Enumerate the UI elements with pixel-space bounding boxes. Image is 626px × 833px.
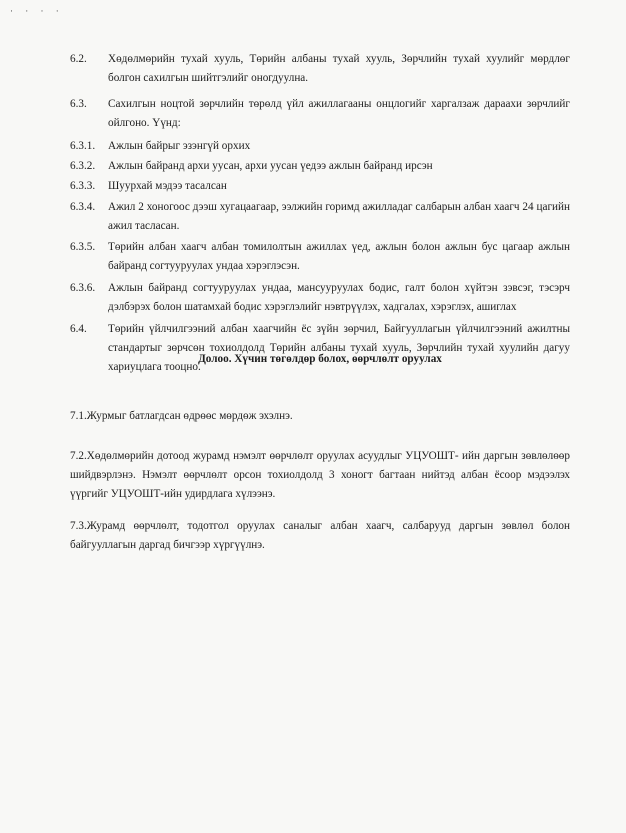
- item-text: Төрийн үйлчилгээний албан хаагчийн ёс зүйн зөрчил, Байгууллагын үйлчилгээний ажилтны стандартыг зөрчсөн тохиолдолд Төрийн албаны тухай хууль, Зөрчлийн тухай хуулийн дагуу хариуцлага тооцно.: [108, 323, 570, 373]
- item-number: 6.3.6.: [70, 282, 96, 294]
- item-number: 6.3.3.: [70, 180, 96, 192]
- item-number: 6.3.5.: [70, 241, 96, 253]
- paragraph-7-3: 7.3.Журамд өөрчлөлт, тодотгол оруулах саналыг албан хаагч, салбарууд даргын зөвлөл болон байгууллагын даргад бичгээр хүргүүлнэ.: [70, 520, 570, 551]
- paragraph-7-1: 7.1.Журмыг батлагдсан өдрөөс мөрдөж эхэлнэ.: [70, 410, 293, 422]
- item-text: Ажлын байранд архи уусан, архи уусан үедээ ажлын байранд ирсэн: [108, 160, 433, 172]
- item-number: 6.3.4.: [70, 201, 96, 213]
- scan-specks: · · · ·: [10, 6, 64, 16]
- item-text: Хөдөлмөрийн тухай хууль, Төрийн албаны тухай хууль, Зөрчлийн тухай хуулийг мөрдлөг болгон сахилгын шийтгэлийг оногдуулна.: [108, 53, 570, 84]
- section-seven-title: Долоо. Хүчин төгөлдөр болох, өөрчлөлт оруулах: [198, 353, 442, 365]
- item-number: 6.2.: [70, 53, 87, 65]
- item-text: Төрийн албан хаагч албан томилолтын ажиллах үед, ажлын болон ажлын бус цагаар ажлын байранд согтууруулах ундаа хэрэглэсэн.: [108, 241, 570, 272]
- paragraph-7-2: 7.2.Хөдөлмөрийн дотоод журамд нэмэлт өөрчлөлт оруулах асуудлыг УЦУОШТ- ийн даргын зөвлөлөөр шийдвэрлэнэ. Нэмэлт өөрчлөлт орсон тохиолдолд 3 хоногт багтаан нийтэд албан ёсоор мэдээлэх үүргийг УЦУОШТ-ийн удирдлага хүлээнэ.: [70, 450, 570, 500]
- item-text: Шуурхай мэдээ тасалсан: [108, 180, 227, 192]
- item-number: 6.3.1.: [70, 140, 96, 152]
- item-number: 6.4.: [70, 323, 87, 335]
- item-text: Ажлын байрыг эзэнгүй орхих: [108, 140, 251, 152]
- item-number: 6.3.: [70, 98, 87, 110]
- item-number: 6.3.2.: [70, 160, 96, 172]
- item-text: Ажил 2 хоногоос дээш хугацаагаар, ээлжийн горимд ажилладаг салбарын албан хаагч 24 цагийн ажил тасласан.: [108, 201, 570, 232]
- item-text: Сахилгын ноцтой зөрчлийн төрөлд үйл ажиллагааны онцлогийг харгалзаж дараахи зөрчлийг ойлгоно. Үүнд:: [108, 98, 570, 129]
- item-text: Ажлын байранд согтууруулах ундаа, мансууруулах бодис, галт болон хүйтэн зэвсэг, тэсэрч дэлбэрэх болон шатамхай бодис хэрэглэлийг нэвтрүүлэх, хадгалах, хэрэглэх, ашиглах: [108, 282, 570, 313]
